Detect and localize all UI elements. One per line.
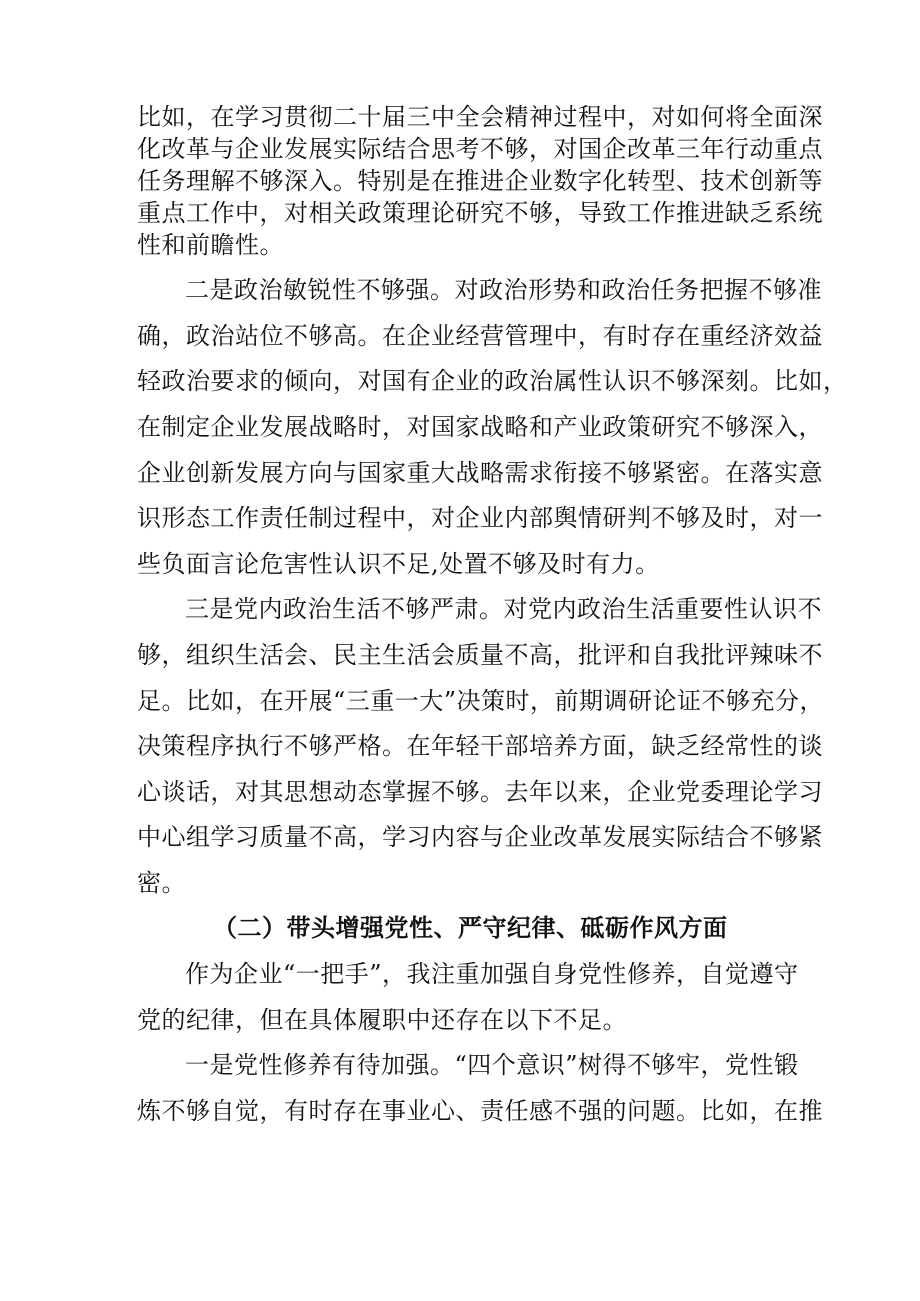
paragraph-line: 炼不够自觉，有时存在事业心、责任感不强的问题。比如，在推 bbox=[137, 1097, 823, 1125]
paragraph-line: 一是党性修养有待加强。“四个意识”树得不够牢，党性锻 bbox=[185, 1051, 799, 1079]
paragraph-line: 三是党内政治生活不够严肃。对党内政治生活重要性认识不 bbox=[185, 595, 822, 623]
paragraph-line: 中心组学习质量不高，学习内容与企业改革发展实际结合不够紧 bbox=[137, 823, 823, 851]
paragraph-line: 决策程序执行不够严格。在年轻干部培养方面，缺乏经常性的谈 bbox=[137, 732, 823, 760]
section-heading: （二）带头增强党性、严守纪律、砥砺作风方面 bbox=[213, 914, 728, 942]
paragraph-line: 在制定企业发展战略时，对国家战略和产业政策研究不够深入， bbox=[137, 413, 823, 441]
paragraph-line: 足。比如，在开展“三重一大”决策时，前期调研论证不够充分， bbox=[137, 687, 825, 715]
paragraph-line: 轻政治要求的倾向，对国有企业的政治属性认识不够深刻。比如， bbox=[137, 367, 848, 395]
paragraph-line: 密。 bbox=[137, 869, 186, 897]
paragraph-line: 重点工作中，对相关政策理论研究不够，导致工作推进缺乏系统 bbox=[137, 199, 823, 227]
paragraph-line: 性和前瞻性。 bbox=[137, 231, 284, 259]
paragraph-line: 心谈话，对其思想动态掌握不够。去年以来，企业党委理论学习 bbox=[137, 778, 823, 806]
paragraph-line: 够，组织生活会、民主生活会质量不高，批评和自我批评辣味不 bbox=[137, 641, 823, 669]
paragraph-line: 二是政治敏锐性不够强。对政治形势和政治任务把握不够准 bbox=[185, 276, 822, 304]
paragraph-line: 作为企业“一把手”，我注重加强自身党性修养，自觉遵守 bbox=[185, 960, 799, 988]
paragraph-line: 确，政治站位不够高。在企业经营管理中，有时存在重经济效益 bbox=[137, 322, 823, 350]
paragraph-line: 化改革与企业发展实际结合思考不够，对国企改革三年行动重点 bbox=[137, 135, 823, 163]
paragraph-line: 任务理解不够深入。特别是在推进企业数字化转型、技术创新等 bbox=[137, 167, 823, 195]
paragraph-line: 企业创新发展方向与国家重大战略需求衔接不够紧密。在落实意 bbox=[137, 459, 823, 487]
paragraph-line: 些负面言论危害性认识不足,处置不够及时有力。 bbox=[137, 550, 660, 578]
paragraph-line: 识形态工作责任制过程中，对企业内部舆情研判不够及时，对一 bbox=[137, 504, 823, 532]
paragraph-line: 党的纪律，但在具体履职中还存在以下不足。 bbox=[137, 1006, 627, 1034]
paragraph-line: 比如，在学习贯彻二十届三中全会精神过程中，对如何将全面深 bbox=[137, 103, 823, 131]
